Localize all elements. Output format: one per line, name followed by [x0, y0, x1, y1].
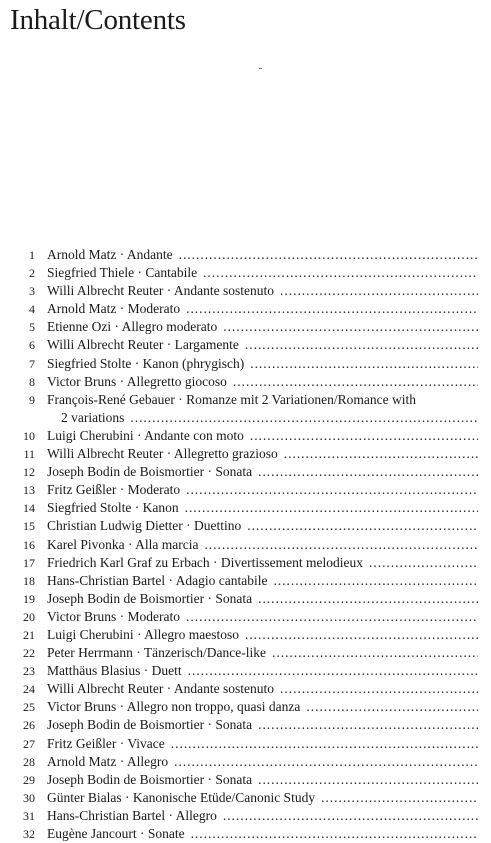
- toc-entry: [0, 753, 491, 771]
- toc-entry-number: 22: [23, 646, 35, 661]
- dot-leader: [250, 355, 478, 373]
- dot-leader: [233, 373, 478, 391]
- dot-leader: [186, 300, 478, 318]
- toc-entry: [0, 716, 491, 734]
- toc-entry: [0, 391, 491, 427]
- toc-entry-number: 24: [23, 682, 35, 697]
- toc-entry-title: Günter Bialas · Kanonische Etüde/Canonic Study: [47, 789, 316, 805]
- toc-entry-number: 13: [23, 483, 35, 498]
- dot-leader: [258, 590, 478, 608]
- dot-leader: [258, 463, 478, 481]
- toc-entry-title: Friedrich Karl Graf zu Erbach · Divertissement melodieux: [47, 554, 364, 570]
- toc-entry: [0, 771, 491, 789]
- toc-entry-title: Etienne Ozi · Allegro moderato: [47, 319, 218, 335]
- toc-entry-title: Fritz Geißler · Vivace: [47, 735, 165, 751]
- toc-entry: [0, 373, 491, 391]
- toc-entry-number: 10: [23, 428, 35, 443]
- dot-leader: [186, 608, 478, 626]
- toc-entry-number: 6: [29, 338, 35, 353]
- toc-entry-number: 8: [29, 374, 35, 389]
- toc-entry-title: Hans-Christian Bartel · Allegro: [47, 807, 217, 823]
- toc-entry-title: Willi Albrecht Reuter · Largamente: [47, 337, 239, 353]
- dot-leader: [280, 680, 478, 698]
- toc-entry-number: 4: [29, 302, 35, 317]
- toc-entry: [0, 536, 491, 554]
- toc-entry: [0, 644, 491, 662]
- dot-leader: [179, 246, 478, 264]
- toc-entry: [0, 698, 491, 716]
- dot-leader: [245, 626, 478, 644]
- toc-entry: [0, 789, 491, 807]
- toc-entry-number: 5: [29, 320, 35, 335]
- dot-leader: [185, 499, 478, 517]
- toc-entry-title: Matthäus Blasius · Duett: [47, 663, 182, 679]
- toc-entry-title: 2 variations: [61, 409, 125, 425]
- toc-entry-number: 14: [23, 501, 35, 516]
- toc-entry-title: Willi Albrecht Reuter · Andante sostenuto: [47, 283, 275, 299]
- dot-leader: [369, 554, 478, 572]
- toc-entry-number: 3: [29, 284, 35, 299]
- dot-leader: [174, 753, 478, 771]
- toc-entry-title: François-René Gebauer · Romanze mit 2 Variationen/Romance with: [47, 391, 417, 407]
- toc-entry-title: Joseph Bodin de Boismortier · Sonata: [47, 590, 253, 606]
- dot-leader: [284, 445, 478, 463]
- dot-leader: [250, 427, 478, 445]
- toc-entry-number: 15: [23, 519, 35, 534]
- toc-entry-number: 30: [23, 790, 35, 805]
- dot-leader: [245, 336, 478, 354]
- dot-leader: [258, 716, 478, 734]
- dot-leader: [171, 735, 478, 753]
- dot-leader: [321, 789, 478, 807]
- toc-entry-number: 16: [23, 537, 35, 552]
- toc-entry-title: Fritz Geißler · Moderato: [47, 482, 181, 498]
- toc-entry-number: 25: [23, 700, 35, 715]
- toc-entry: [0, 246, 491, 264]
- toc-entry-title: Joseph Bodin de Boismortier · Sonata: [47, 771, 253, 787]
- toc-entry-number: 18: [23, 573, 35, 588]
- toc-entry: [0, 517, 491, 535]
- toc-entry-number: 12: [23, 465, 35, 480]
- toc-entry: [0, 735, 491, 753]
- toc-entry-number: 29: [23, 772, 35, 787]
- toc-entry: [0, 463, 491, 481]
- toc-entry-title: Peter Herrmann · Tänzerisch/Dance-like: [47, 645, 267, 661]
- toc-entry-title: Arnold Matz · Allegro: [47, 753, 169, 769]
- toc-entry: [0, 336, 491, 354]
- toc-entry: [0, 264, 491, 282]
- toc-entry: [0, 590, 491, 608]
- dot-leader: [223, 318, 478, 336]
- dot-leader: [306, 698, 478, 716]
- toc-entry-title: Joseph Bodin de Boismortier · Sonata: [47, 717, 253, 733]
- toc-entry: [0, 355, 491, 373]
- dot-leader: [186, 481, 478, 499]
- toc-entry-title: Arnold Matz · Andante: [47, 247, 173, 262]
- dot-leader: [280, 282, 478, 300]
- print-speck: [259, 68, 262, 69]
- toc-entry-title: Eugène Jancourt · Sonate: [47, 826, 185, 841]
- dot-leader: [223, 807, 478, 825]
- toc-entry: [0, 807, 491, 825]
- toc-entry-number: 20: [23, 609, 35, 624]
- toc-entry-number: 28: [23, 754, 35, 769]
- toc-entry: [0, 427, 491, 445]
- toc-entry: [0, 282, 491, 300]
- toc-entry-number: 26: [23, 718, 35, 733]
- toc-entry-number: 17: [23, 555, 35, 570]
- toc-entry: [0, 318, 491, 336]
- table-of-contents: [0, 246, 491, 843]
- page-title: Inhalt/Contents: [10, 4, 186, 36]
- toc-entry-number: 27: [23, 736, 35, 751]
- toc-entry-number: 21: [23, 627, 35, 642]
- toc-entry-title: Arnold Matz · Moderato: [47, 301, 181, 317]
- toc-entry: [0, 572, 491, 590]
- toc-entry-number: 19: [23, 591, 35, 606]
- toc-entry-title: Victor Bruns · Allegretto giocoso: [47, 373, 227, 389]
- toc-entry-title: Willi Albrecht Reuter · Allegretto grazioso: [47, 446, 278, 462]
- toc-entry: [0, 445, 491, 463]
- toc-entry-title: Victor Bruns · Moderato: [47, 608, 181, 624]
- toc-entry-number: 23: [23, 664, 35, 679]
- toc-entry-number: 2: [29, 266, 35, 281]
- toc-entry: [0, 481, 491, 499]
- toc-entry: [0, 499, 491, 517]
- dot-leader: [130, 409, 478, 427]
- dot-leader: [191, 825, 478, 843]
- toc-entry-number: 7: [29, 356, 35, 371]
- dot-leader: [272, 644, 478, 662]
- toc-entry-title: Willi Albrecht Reuter · Andante sostenuto: [47, 681, 275, 697]
- toc-entry-title: Joseph Bodin de Boismortier · Sonata: [47, 464, 253, 480]
- dot-leader: [247, 517, 478, 535]
- toc-entry-number: 11: [23, 447, 35, 462]
- dot-leader: [204, 536, 478, 554]
- dot-leader: [273, 572, 478, 590]
- dot-leader: [258, 771, 478, 789]
- toc-entry-title: Christian Ludwig Dietter · Duettino: [47, 518, 242, 534]
- toc-entry: [0, 825, 491, 843]
- dot-leader: [188, 662, 478, 680]
- toc-entry-number: 9: [29, 392, 35, 407]
- toc-entry-title: Siegfried Thiele · Cantabile: [47, 265, 198, 281]
- toc-entry: [0, 626, 491, 644]
- toc-entry: [0, 662, 491, 680]
- toc-entry-title: Victor Bruns · Allegro non troppo, quasi danza: [47, 699, 301, 715]
- toc-entry-title: Siegfried Stolte · Kanon: [47, 500, 179, 516]
- toc-entry: [0, 554, 491, 572]
- toc-entry-title: Luigi Cherubini · Andante con moto: [47, 427, 244, 443]
- toc-entry: [0, 608, 491, 626]
- toc-entry-title: Hans-Christian Bartel · Adagio cantabile: [47, 572, 268, 588]
- toc-entry: [0, 300, 491, 318]
- toc-entry-title: Siegfried Stolte · Kanon (phrygisch): [47, 355, 245, 371]
- toc-entry-title: Luigi Cherubini · Allegro maestoso: [47, 626, 239, 642]
- toc-entry-number: 31: [23, 808, 35, 823]
- dot-leader: [203, 264, 478, 282]
- toc-entry-number: 1: [29, 248, 35, 262]
- toc-entry: [0, 680, 491, 698]
- toc-entry-title: Karel Pivonka · Alla marcia: [47, 536, 199, 552]
- toc-entry-number: 32: [23, 827, 35, 841]
